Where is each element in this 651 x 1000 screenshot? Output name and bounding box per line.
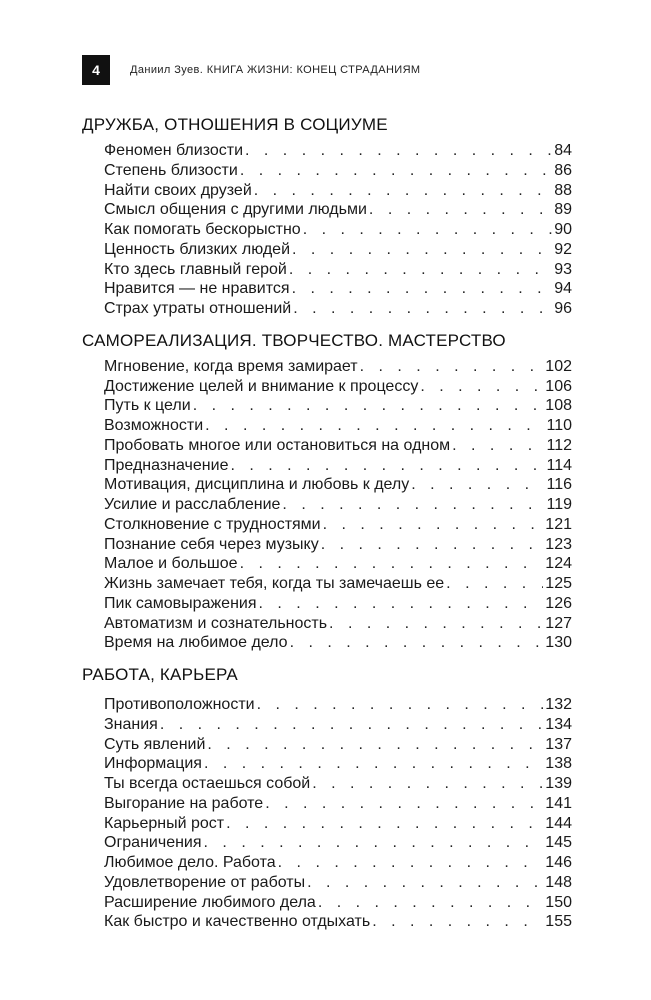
dot-leader — [230, 456, 544, 476]
toc-entry-label: Выгорание на работе — [104, 794, 264, 812]
toc-entry-page: 108 — [545, 397, 572, 415]
toc-entry-page: 150 — [545, 893, 572, 911]
toc-entry — [104, 873, 572, 893]
toc-entry-page: 92 — [554, 240, 572, 258]
toc-entry-label: Найти своих друзей — [104, 181, 252, 199]
dot-leader — [259, 594, 544, 614]
toc-entry — [104, 754, 572, 774]
dot-leader — [293, 299, 552, 319]
toc-entry — [104, 200, 572, 220]
toc-entry-label: Столкновение с трудностями — [104, 515, 321, 533]
toc-entry-label: Мгновение, когда время замирает — [104, 357, 358, 375]
toc-entry — [104, 240, 572, 260]
toc-entry — [104, 735, 572, 755]
toc-entry-label: Время на любимое дело — [104, 634, 288, 652]
dot-leader — [226, 814, 543, 834]
dot-leader — [254, 181, 552, 201]
toc-entry — [104, 614, 572, 634]
toc-entry-label: Усилие и расслабление — [104, 496, 281, 513]
dot-leader — [278, 853, 544, 873]
dot-leader — [204, 833, 544, 853]
dot-leader — [323, 515, 544, 535]
dot-leader — [318, 893, 543, 913]
dot-leader — [240, 161, 552, 181]
toc-entry-label: Ограничения — [104, 834, 202, 852]
toc-section — [82, 663, 572, 932]
dot-leader — [292, 240, 552, 260]
toc-entry-page: 130 — [545, 634, 572, 652]
toc-entry — [104, 715, 572, 735]
running-title: Даниил Зуев. КНИГА ЖИЗНИ: КОНЕЦ СТРАДАНИЯМ — [130, 64, 421, 76]
toc-entry-page: 146 — [545, 854, 572, 871]
dot-leader — [207, 735, 543, 755]
toc-entry-page: 126 — [545, 594, 572, 612]
dot-leader — [329, 614, 543, 634]
toc-entry-label: Путь к цели — [104, 397, 191, 415]
toc-entry-label: Достижение целей и внимание к процессу — [104, 377, 419, 395]
toc-entry-page: 102 — [545, 357, 572, 375]
toc-entry-page: 138 — [545, 755, 572, 773]
dot-leader — [204, 754, 543, 774]
toc-entry-page: 139 — [545, 775, 572, 792]
dot-leader — [193, 396, 544, 416]
toc-entry-page: 121 — [545, 515, 572, 533]
toc-entry-page: 112 — [546, 436, 572, 454]
dot-leader — [282, 495, 544, 515]
dot-leader — [265, 794, 543, 814]
section-title: ДРУЖБА, ОТНОШЕНИЯ В СОЦИУМЕ — [82, 115, 388, 134]
dot-leader — [307, 873, 543, 893]
toc-entry-page: 134 — [545, 715, 572, 733]
toc-entry — [104, 456, 572, 476]
dot-leader — [160, 715, 543, 735]
dot-leader — [292, 279, 553, 299]
toc-entry — [104, 260, 572, 280]
toc-entry-page: 89 — [554, 201, 572, 219]
toc-entry-label: Пробовать многое или остановиться на одном — [104, 436, 451, 454]
toc-entry-page: 106 — [545, 377, 572, 395]
dot-leader — [411, 475, 544, 495]
toc-entry-page: 123 — [545, 535, 572, 553]
toc-entry — [104, 794, 572, 814]
toc-entry-page: 125 — [545, 575, 572, 592]
toc-entry-label: Кто здесь главный герой — [104, 260, 287, 278]
toc-entry-page: 86 — [554, 161, 572, 179]
dot-leader — [303, 220, 553, 240]
toc-entry-label: Пик самовыражения — [104, 594, 257, 612]
dot-leader — [321, 535, 544, 555]
toc-entry-label: Смысл общения с другими людьми — [104, 201, 367, 219]
toc-entry-label: Знания — [104, 715, 158, 733]
toc-entry — [104, 574, 572, 594]
toc-entry-page: 127 — [545, 614, 572, 632]
section-title: РАБОТА, КАРЬЕРА — [82, 665, 238, 684]
toc-entry-label: Ты всегда остаешься собой — [104, 775, 311, 792]
toc-entry — [104, 299, 572, 319]
toc-entry-page: 148 — [545, 873, 572, 891]
toc-entry-label: Противоположности — [104, 696, 255, 713]
dot-leader — [312, 774, 543, 794]
toc-entry-page: 114 — [546, 456, 572, 474]
toc-entry-label: Жизнь замечает тебя, когда ты замечаешь ее — [104, 575, 445, 592]
toc-entry-list — [82, 141, 572, 319]
page-header — [82, 55, 421, 85]
toc-entry-page: 141 — [545, 794, 572, 812]
dot-leader — [245, 141, 552, 161]
toc-entry-label: Суть явлений — [104, 735, 206, 753]
toc-entry-label: Нравится — не нравится — [104, 280, 290, 298]
toc-entry-list — [82, 695, 572, 932]
toc-entry-page: 155 — [545, 913, 572, 931]
toc-entry-label: Феномен близости — [104, 142, 244, 159]
toc-entry — [104, 594, 572, 614]
toc-section — [82, 113, 572, 319]
toc-entry-page: 93 — [554, 260, 572, 278]
toc-entry-label: Возможности — [104, 417, 204, 434]
toc-entry-page: 145 — [545, 834, 572, 852]
dot-leader — [420, 377, 543, 397]
toc-entry — [104, 814, 572, 834]
toc-entry-label: Ценность близких людей — [104, 240, 291, 258]
dot-leader — [240, 554, 544, 574]
page-number-badge: 4 — [82, 55, 110, 85]
toc-entry-label: Информация — [104, 755, 202, 773]
toc-entry — [104, 416, 572, 436]
toc-entry — [104, 141, 572, 161]
toc-entry-page: 88 — [554, 181, 572, 199]
toc-entry-page: 124 — [545, 555, 572, 573]
toc-entry — [104, 833, 572, 853]
dot-leader — [360, 357, 544, 377]
toc-entry-page: 132 — [545, 696, 572, 713]
dot-leader — [369, 200, 552, 220]
toc-entry-page: 96 — [554, 300, 572, 317]
toc-entry — [104, 554, 572, 574]
toc-entry-page: 84 — [554, 142, 572, 159]
toc-section — [82, 329, 572, 653]
toc-entry — [104, 495, 572, 515]
toc-entry — [104, 377, 572, 397]
toc-entry — [104, 436, 572, 456]
toc-entry-label: Мотивация, дисциплина и любовь к делу — [104, 476, 410, 494]
toc-entry-label: Познание себя через музыку — [104, 535, 319, 553]
toc-entry-label: Предназначение — [104, 456, 229, 474]
toc-entry-page: 137 — [545, 735, 572, 753]
toc-entry — [104, 912, 572, 932]
dot-leader — [452, 436, 544, 456]
toc-entry-label: Автоматизм и сознательность — [104, 614, 328, 632]
toc-entry — [104, 161, 572, 181]
toc-entry — [104, 357, 572, 377]
toc-entry — [104, 535, 572, 555]
toc-entry-label: Любимое дело. Работа — [104, 854, 276, 871]
toc-entry — [104, 515, 572, 535]
toc-entry — [104, 475, 572, 495]
toc-entry-page: 90 — [554, 221, 572, 238]
toc-entry-page: 94 — [554, 280, 572, 298]
dot-leader — [205, 416, 544, 436]
toc-entry-label: Удовлетворение от работы — [104, 873, 306, 891]
toc-entry-page: 116 — [546, 476, 572, 494]
toc-entry — [104, 774, 572, 794]
toc-entry-label: Как помогать бескорыстно — [104, 221, 301, 238]
toc-entry — [104, 220, 572, 240]
toc-entry — [104, 633, 572, 653]
toc-entry-label: Малое и большое — [104, 555, 238, 573]
toc-entry-page: 144 — [545, 814, 572, 832]
toc-entry — [104, 181, 572, 201]
toc-entry-label: Страх утраты отношений — [104, 300, 292, 317]
toc-entry — [104, 279, 572, 299]
toc-entry — [104, 396, 572, 416]
toc-entry — [104, 853, 572, 873]
toc-entry-page: 119 — [546, 496, 572, 513]
toc-entry — [104, 893, 572, 913]
dot-leader — [446, 574, 543, 594]
dot-leader — [289, 260, 552, 280]
toc-entry-label: Как быстро и качественно отдыхать — [104, 913, 371, 931]
table-of-contents — [82, 113, 572, 942]
toc-entry-page: 110 — [546, 417, 572, 434]
toc-entry-list — [82, 357, 572, 653]
dot-leader — [372, 912, 543, 932]
toc-entry-label: Расширение любимого дела — [104, 893, 316, 911]
toc-entry-label: Карьерный рост — [104, 814, 225, 832]
dot-leader — [290, 633, 544, 653]
section-title: САМОРЕАЛИЗАЦИЯ. ТВОРЧЕСТВО. МАСТЕРСТВО — [82, 330, 506, 350]
dot-leader — [257, 695, 544, 715]
toc-entry-label: Степень близости — [104, 161, 238, 179]
toc-entry — [104, 695, 572, 715]
